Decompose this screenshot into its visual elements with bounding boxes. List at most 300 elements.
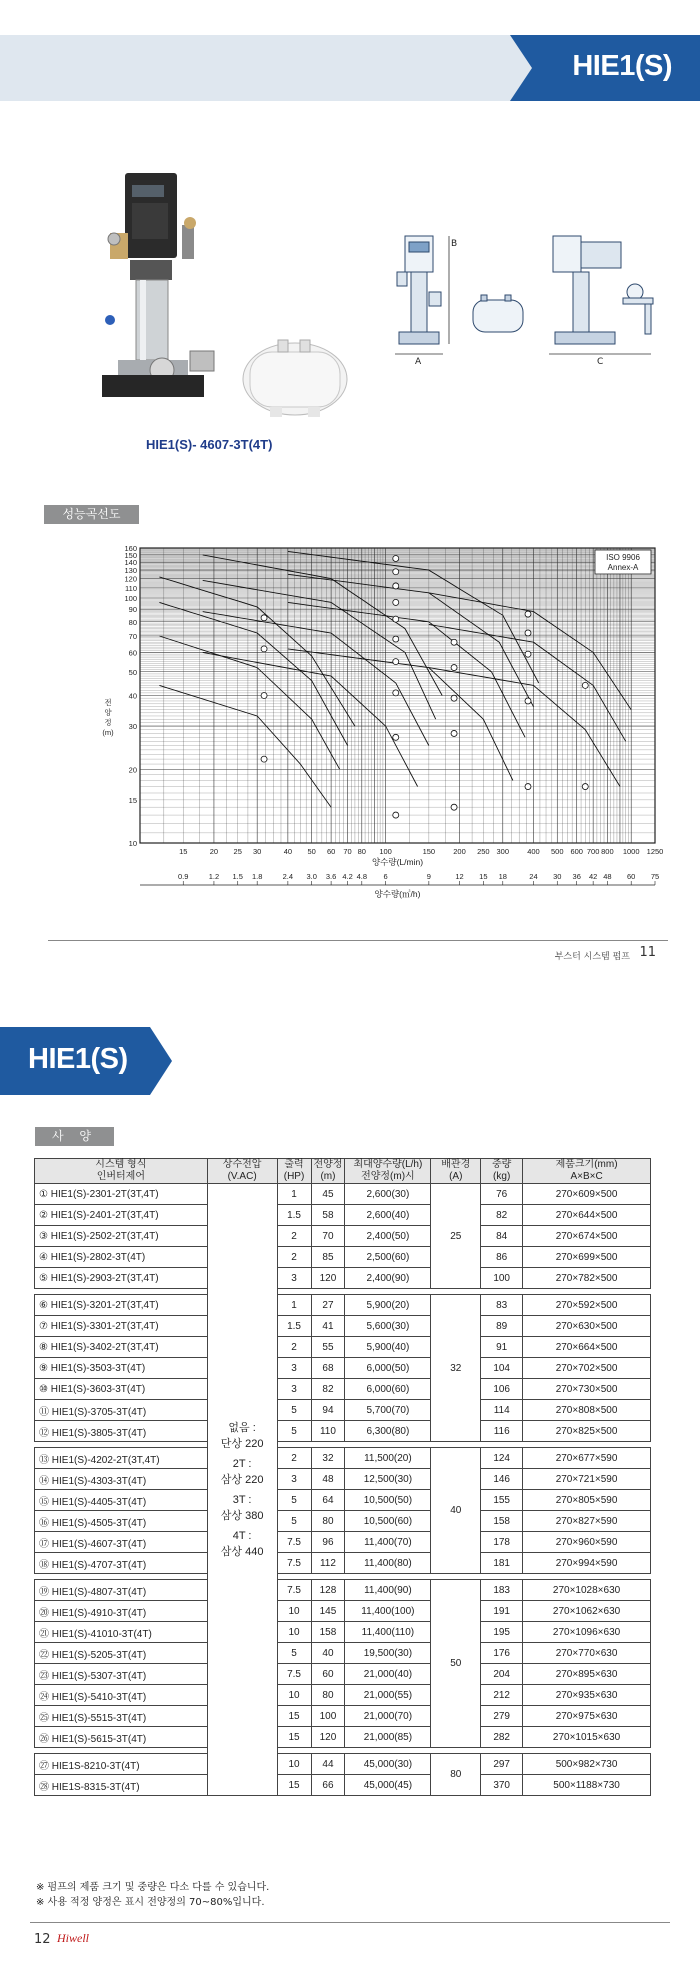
cell-model: ⑭ HIE1(S)-4303-3T(4T) bbox=[35, 1469, 208, 1490]
cell-head: 41 bbox=[311, 1316, 345, 1337]
cell-flow: 21,000(85) bbox=[345, 1727, 431, 1748]
cell-size: 270×1062×630 bbox=[523, 1601, 651, 1622]
table-row bbox=[35, 1448, 651, 1469]
table-row bbox=[35, 1706, 651, 1727]
cell-pipe: 25 bbox=[431, 1184, 481, 1289]
table-row bbox=[35, 1622, 651, 1643]
cell-pipe: 50 bbox=[431, 1580, 481, 1748]
curve-marker bbox=[451, 665, 457, 671]
cell-weight: 104 bbox=[481, 1358, 523, 1379]
cell-size: 270×630×500 bbox=[523, 1316, 651, 1337]
curve-marker bbox=[525, 651, 531, 657]
x2-tick-label: 9 bbox=[426, 872, 431, 881]
th-system: 시스템 형식 인버터제어 bbox=[35, 1159, 208, 1184]
cell-weight: 146 bbox=[481, 1469, 523, 1490]
cell-head: 58 bbox=[311, 1205, 345, 1226]
y-tick-label: 120 bbox=[124, 574, 137, 584]
x-tick-label: 200 bbox=[453, 847, 466, 856]
cell-power: 3 bbox=[277, 1379, 311, 1400]
cell-model: ⑪ HIE1(S)-3705-3T(4T) bbox=[35, 1400, 208, 1421]
cell-power: 3 bbox=[277, 1358, 311, 1379]
table-row bbox=[35, 1511, 651, 1532]
cell-power: 2 bbox=[277, 1247, 311, 1268]
cell-flow: 10,500(60) bbox=[345, 1511, 431, 1532]
voltage-line: 없음 : bbox=[228, 1421, 256, 1434]
cell-head: 48 bbox=[311, 1469, 345, 1490]
y-tick-label: 50 bbox=[128, 667, 137, 677]
x2-tick-label: 75 bbox=[650, 872, 660, 881]
cell-weight: 195 bbox=[481, 1622, 523, 1643]
cell-weight: 100 bbox=[481, 1268, 523, 1289]
chart-y-ticks bbox=[124, 544, 137, 848]
annotation-line: Annex-A bbox=[607, 563, 639, 572]
table-row bbox=[35, 1469, 651, 1490]
curve-marker bbox=[393, 569, 399, 575]
cell-size: 270×825×500 bbox=[523, 1421, 651, 1442]
cell-power: 7.5 bbox=[277, 1580, 311, 1601]
x2-tick-label: 2.4 bbox=[282, 872, 294, 881]
curve-marker bbox=[393, 555, 399, 561]
table-row bbox=[35, 1580, 651, 1601]
cell-power: 7.5 bbox=[277, 1553, 311, 1574]
y-tick-label: 20 bbox=[128, 765, 137, 775]
voltage-line: 단상 220 bbox=[220, 1437, 264, 1450]
cell-flow: 2,400(90) bbox=[345, 1268, 431, 1289]
cell-flow: 10,500(50) bbox=[345, 1490, 431, 1511]
table-row bbox=[35, 1775, 651, 1796]
cell-power: 1.5 bbox=[277, 1205, 311, 1226]
cell-flow: 2,600(30) bbox=[345, 1184, 431, 1205]
x2-tick-label: 6 bbox=[383, 872, 388, 881]
cell-flow: 6,000(50) bbox=[345, 1358, 431, 1379]
cell-model: ㉘ HIE1S-8315-3T(4T) bbox=[35, 1775, 208, 1796]
cell-pipe: 32 bbox=[431, 1295, 481, 1442]
cell-power: 15 bbox=[277, 1706, 311, 1727]
cell-flow: 5,600(30) bbox=[345, 1316, 431, 1337]
x-tick-label: 250 bbox=[477, 847, 490, 856]
cell-power: 5 bbox=[277, 1511, 311, 1532]
cell-head: 68 bbox=[311, 1358, 345, 1379]
x-tick-label: 30 bbox=[253, 847, 262, 856]
x-tick-label: 50 bbox=[307, 847, 316, 856]
x-tick-label: 25 bbox=[233, 847, 242, 856]
pump-photo bbox=[100, 165, 230, 415]
cell-flow: 45,000(45) bbox=[345, 1775, 431, 1796]
x-tick-label: 70 bbox=[343, 847, 352, 856]
curve-marker bbox=[393, 616, 399, 622]
x-tick-label: 40 bbox=[283, 847, 293, 856]
th-maxflow: 최대양수량(L/h) 전양정(m)시 bbox=[345, 1159, 431, 1184]
x2-tick-label: 4.2 bbox=[342, 872, 353, 881]
curve-marker bbox=[451, 804, 457, 810]
x2-tick-label: 3.6 bbox=[325, 872, 337, 881]
cell-weight: 178 bbox=[481, 1532, 523, 1553]
cell-head: 145 bbox=[311, 1601, 345, 1622]
cell-model: ㉓ HIE1(S)-5307-3T(4T) bbox=[35, 1664, 208, 1685]
cell-size: 270×609×500 bbox=[523, 1184, 651, 1205]
cell-flow: 12,500(30) bbox=[345, 1469, 431, 1490]
cell-weight: 83 bbox=[481, 1295, 523, 1316]
cell-size: 270×827×590 bbox=[523, 1511, 651, 1532]
th-head: 전양정 (m) bbox=[311, 1159, 345, 1184]
page11-page-number: 11 bbox=[639, 945, 656, 960]
x-tick-label: 300 bbox=[496, 847, 510, 856]
cell-head: 82 bbox=[311, 1379, 345, 1400]
cell-power: 7.5 bbox=[277, 1664, 311, 1685]
annotation-line: ISO 9906 bbox=[606, 553, 640, 562]
curve-marker bbox=[393, 812, 399, 818]
cell-head: 45 bbox=[311, 1184, 345, 1205]
dimension-drawing-side bbox=[545, 232, 665, 392]
cell-power: 5 bbox=[277, 1643, 311, 1664]
cell-flow: 11,400(70) bbox=[345, 1532, 431, 1553]
y-tick-label: 60 bbox=[128, 648, 137, 658]
table-row bbox=[35, 1226, 651, 1247]
th-voltage: 상수전압 (V.AC) bbox=[207, 1159, 277, 1184]
cell-size: 270×1028×630 bbox=[523, 1580, 651, 1601]
cell-model: ⑲ HIE1(S)-4807-3T(4T) bbox=[35, 1580, 208, 1601]
y-tick-label: 160 bbox=[124, 544, 137, 553]
cell-weight: 282 bbox=[481, 1727, 523, 1748]
cell-size: 270×975×630 bbox=[523, 1706, 651, 1727]
cell-size: 270×960×590 bbox=[523, 1532, 651, 1553]
page12-footer-line bbox=[30, 1922, 670, 1923]
table-row bbox=[35, 1247, 651, 1268]
cell-size: 270×805×590 bbox=[523, 1490, 651, 1511]
curve-marker bbox=[261, 693, 267, 699]
cell-model: ⑱ HIE1(S)-4707-3T(4T) bbox=[35, 1553, 208, 1574]
cell-model: ㉒ HIE1(S)-5205-3T(4T) bbox=[35, 1643, 208, 1664]
cell-power: 15 bbox=[277, 1727, 311, 1748]
cell-size: 270×782×500 bbox=[523, 1268, 651, 1289]
table-row bbox=[35, 1205, 651, 1226]
cell-size: 270×592×500 bbox=[523, 1295, 651, 1316]
cell-power: 10 bbox=[277, 1601, 311, 1622]
x2-tick-label: 3.0 bbox=[306, 872, 317, 881]
cell-model: ⑰ HIE1(S)-4607-3T(4T) bbox=[35, 1532, 208, 1553]
cell-weight: 191 bbox=[481, 1601, 523, 1622]
x2-tick-label: 36 bbox=[572, 872, 581, 881]
curve-marker bbox=[525, 611, 531, 617]
table-row bbox=[35, 1379, 651, 1400]
voltage-line: 2T : bbox=[232, 1457, 252, 1470]
cell-flow: 21,000(40) bbox=[345, 1664, 431, 1685]
table-row bbox=[35, 1532, 651, 1553]
cell-weight: 212 bbox=[481, 1685, 523, 1706]
curve-marker bbox=[393, 636, 399, 642]
cell-flow: 45,000(30) bbox=[345, 1754, 431, 1775]
cell-size: 270×664×500 bbox=[523, 1337, 651, 1358]
x-tick-label: 100 bbox=[379, 847, 392, 856]
cell-power: 2 bbox=[277, 1448, 311, 1469]
voltage-line: 3T : bbox=[232, 1493, 252, 1506]
curve-marker bbox=[525, 630, 531, 636]
cell-size: 270×730×500 bbox=[523, 1379, 651, 1400]
cell-flow: 2,500(60) bbox=[345, 1247, 431, 1268]
cell-power: 10 bbox=[277, 1685, 311, 1706]
x-tick-label: 500 bbox=[551, 847, 564, 856]
cell-head: 100 bbox=[311, 1706, 345, 1727]
cell-model: ⑮ HIE1(S)-4405-3T(4T) bbox=[35, 1490, 208, 1511]
cell-size: 270×674×500 bbox=[523, 1226, 651, 1247]
cell-flow: 19,500(30) bbox=[345, 1643, 431, 1664]
cell-weight: 91 bbox=[481, 1337, 523, 1358]
model-caption: HIE1(S)- 4607-3T(4T) bbox=[146, 437, 273, 452]
cell-head: 44 bbox=[311, 1754, 345, 1775]
cell-size: 270×994×590 bbox=[523, 1553, 651, 1574]
chart-x2-label: 양수량(㎥/h) bbox=[374, 889, 421, 899]
cell-weight: 204 bbox=[481, 1664, 523, 1685]
cell-weight: 84 bbox=[481, 1226, 523, 1247]
cell-weight: 158 bbox=[481, 1511, 523, 1532]
x-tick-label: 1000 bbox=[622, 847, 640, 856]
curve-marker bbox=[393, 599, 399, 605]
x2-tick-label: 1.2 bbox=[208, 872, 220, 881]
curve-marker bbox=[451, 639, 457, 645]
y-label-char: 양 bbox=[104, 708, 112, 717]
cell-weight: 176 bbox=[481, 1643, 523, 1664]
cell-head: 128 bbox=[311, 1580, 345, 1601]
cell-power: 1.5 bbox=[277, 1316, 311, 1337]
x-tick-label: 20 bbox=[209, 847, 219, 856]
curve-marker bbox=[582, 682, 588, 688]
cell-voltage bbox=[207, 1184, 277, 1796]
cell-power: 3 bbox=[277, 1469, 311, 1490]
cell-power: 10 bbox=[277, 1622, 311, 1643]
y-tick-label: 70 bbox=[128, 631, 137, 641]
cell-size: 270×721×590 bbox=[523, 1469, 651, 1490]
cell-weight: 370 bbox=[481, 1775, 523, 1796]
table-row bbox=[35, 1268, 651, 1289]
x2-tick-label: 24 bbox=[529, 872, 538, 881]
cell-head: 27 bbox=[311, 1295, 345, 1316]
cell-model: ⑦ HIE1(S)-3301-2T(3T,4T) bbox=[35, 1316, 208, 1337]
cell-weight: 155 bbox=[481, 1490, 523, 1511]
cell-head: 64 bbox=[311, 1490, 345, 1511]
cell-head: 80 bbox=[311, 1511, 345, 1532]
cell-model: ㉔ HIE1(S)-5410-3T(4T) bbox=[35, 1685, 208, 1706]
performance-curve-chart bbox=[100, 540, 670, 920]
table-row bbox=[35, 1685, 651, 1706]
chart-section-label: 성능곡선도 bbox=[44, 505, 139, 524]
cell-power: 10 bbox=[277, 1754, 311, 1775]
page11-title: HIE1(S) bbox=[572, 50, 672, 82]
voltage-line: 4T : bbox=[232, 1529, 252, 1542]
table-row bbox=[35, 1400, 651, 1421]
cell-power: 2 bbox=[277, 1226, 311, 1247]
table-row bbox=[35, 1421, 651, 1442]
cell-model: ⑧ HIE1(S)-3402-2T(3T,4T) bbox=[35, 1337, 208, 1358]
cell-model: ⑩ HIE1(S)-3603-3T(4T) bbox=[35, 1379, 208, 1400]
th-size: 제품크기(mm) A×B×C bbox=[523, 1159, 651, 1184]
cell-power: 5 bbox=[277, 1400, 311, 1421]
x-tick-label: 700 bbox=[586, 847, 600, 856]
cell-model: ① HIE1(S)-2301-2T(3T,4T) bbox=[35, 1184, 208, 1205]
x-tick-label: 60 bbox=[326, 847, 336, 856]
cell-model: ⑬ HIE1(S)-4202-2T(3T,4T) bbox=[35, 1448, 208, 1469]
curve-marker bbox=[393, 583, 399, 589]
cell-weight: 279 bbox=[481, 1706, 523, 1727]
x-tick-label: 600 bbox=[570, 847, 583, 856]
cell-model: ㉑ HIE1(S)-41010-3T(4T) bbox=[35, 1622, 208, 1643]
notes bbox=[36, 1880, 269, 1910]
cell-model: ⑤ HIE1(S)-2903-2T(3T,4T) bbox=[35, 1268, 208, 1289]
curve-marker bbox=[393, 659, 399, 665]
voltage-line: 삼상 380 bbox=[220, 1509, 264, 1522]
cell-size: 270×1096×630 bbox=[523, 1622, 651, 1643]
voltage-line: 삼상 220 bbox=[220, 1473, 264, 1486]
curve-marker bbox=[525, 698, 531, 704]
x2-tick-label: 12 bbox=[455, 872, 464, 881]
y-tick-label: 150 bbox=[124, 550, 137, 560]
cell-size: 270×935×630 bbox=[523, 1685, 651, 1706]
table-row bbox=[35, 1316, 651, 1337]
cell-head: 85 bbox=[311, 1247, 345, 1268]
dim-label-a: A bbox=[415, 357, 422, 367]
x2-tick-label: 42 bbox=[588, 872, 598, 881]
cell-power: 15 bbox=[277, 1775, 311, 1796]
cell-power: 5 bbox=[277, 1421, 311, 1442]
x2-tick-label: 18 bbox=[498, 872, 507, 881]
x2-tick-label: 30 bbox=[553, 872, 562, 881]
cell-head: 80 bbox=[311, 1685, 345, 1706]
curve-marker bbox=[261, 615, 267, 621]
chart-x-ticks bbox=[179, 847, 663, 856]
table-row bbox=[35, 1295, 651, 1316]
cell-flow: 2,400(50) bbox=[345, 1226, 431, 1247]
table-row bbox=[35, 1664, 651, 1685]
table-row bbox=[35, 1553, 651, 1574]
cell-flow: 5,900(20) bbox=[345, 1295, 431, 1316]
cell-pipe: 80 bbox=[431, 1754, 481, 1796]
y-label-char: (m) bbox=[102, 728, 114, 737]
curve-marker bbox=[582, 784, 588, 790]
cell-flow: 5,900(40) bbox=[345, 1337, 431, 1358]
x-tick-label: 150 bbox=[422, 847, 436, 856]
table-row bbox=[35, 1601, 651, 1622]
curve-marker bbox=[525, 784, 531, 790]
chart-annotation-box bbox=[595, 550, 651, 574]
cell-size: 270×770×630 bbox=[523, 1643, 651, 1664]
table-row bbox=[35, 1337, 651, 1358]
cell-size: 270×895×630 bbox=[523, 1664, 651, 1685]
cell-power: 1 bbox=[277, 1184, 311, 1205]
page11-footer-text: 부스터 시스템 펌프 bbox=[554, 952, 630, 962]
cell-power: 7.5 bbox=[277, 1532, 311, 1553]
cell-model: ⑨ HIE1(S)-3503-3T(4T) bbox=[35, 1358, 208, 1379]
y-tick-label: 130 bbox=[124, 566, 137, 576]
x-tick-label: 800 bbox=[601, 847, 614, 856]
table-row bbox=[35, 1727, 651, 1748]
cell-size: 270×808×500 bbox=[523, 1400, 651, 1421]
cell-head: 112 bbox=[311, 1553, 345, 1574]
x-tick-label: 1250 bbox=[646, 847, 664, 856]
cell-size: 270×677×590 bbox=[523, 1448, 651, 1469]
table-row bbox=[35, 1643, 651, 1664]
cell-head: 70 bbox=[311, 1226, 345, 1247]
x2-tick-label: 15 bbox=[479, 872, 488, 881]
cell-pipe: 40 bbox=[431, 1448, 481, 1574]
cell-flow: 11,500(20) bbox=[345, 1448, 431, 1469]
cell-head: 32 bbox=[311, 1448, 345, 1469]
y-tick-label: 40 bbox=[128, 691, 137, 701]
curve-marker bbox=[451, 730, 457, 736]
spec-table bbox=[34, 1158, 651, 1796]
cell-head: 94 bbox=[311, 1400, 345, 1421]
chart-x2-ticks bbox=[140, 872, 659, 885]
cell-head: 110 bbox=[311, 1421, 345, 1442]
dim-label-b: B bbox=[451, 239, 458, 249]
cell-head: 66 bbox=[311, 1775, 345, 1796]
y-tick-label: 100 bbox=[124, 594, 137, 604]
cell-head: 120 bbox=[311, 1268, 345, 1289]
y-tick-label: 10 bbox=[128, 839, 137, 848]
y-tick-label: 140 bbox=[124, 558, 137, 568]
cell-power: 1 bbox=[277, 1295, 311, 1316]
x2-tick-label: 0.9 bbox=[178, 872, 189, 881]
cell-model: ⑥ HIE1(S)-3201-2T(3T,4T) bbox=[35, 1295, 208, 1316]
y-tick-label: 90 bbox=[128, 605, 137, 615]
cell-model: ② HIE1(S)-2401-2T(3T,4T) bbox=[35, 1205, 208, 1226]
cell-head: 40 bbox=[311, 1643, 345, 1664]
cell-weight: 89 bbox=[481, 1316, 523, 1337]
cell-power: 5 bbox=[277, 1490, 311, 1511]
x-tick-label: 15 bbox=[179, 847, 188, 856]
cell-model: ㉖ HIE1(S)-5615-3T(4T) bbox=[35, 1727, 208, 1748]
x-tick-label: 80 bbox=[357, 847, 366, 856]
cell-weight: 76 bbox=[481, 1184, 523, 1205]
cell-flow: 5,700(70) bbox=[345, 1400, 431, 1421]
th-power: 출력 (HP) bbox=[277, 1159, 311, 1184]
page11-footer-line bbox=[48, 940, 668, 941]
brand-logo: Hiwell bbox=[57, 1931, 89, 1945]
cell-size: 270×702×500 bbox=[523, 1358, 651, 1379]
y-tick-label: 15 bbox=[128, 795, 137, 805]
cell-weight: 114 bbox=[481, 1400, 523, 1421]
cell-flow: 11,400(100) bbox=[345, 1601, 431, 1622]
cell-weight: 183 bbox=[481, 1580, 523, 1601]
chart-x-label: 양수량(L/min) bbox=[371, 857, 424, 867]
page12-title: HIE1(S) bbox=[28, 1043, 128, 1075]
page12-header-band bbox=[150, 1027, 700, 1095]
cell-head: 120 bbox=[311, 1727, 345, 1748]
cell-size: 500×1188×730 bbox=[523, 1775, 651, 1796]
cell-power: 3 bbox=[277, 1268, 311, 1289]
cell-flow: 21,000(55) bbox=[345, 1685, 431, 1706]
table-row bbox=[35, 1184, 651, 1205]
cell-head: 55 bbox=[311, 1337, 345, 1358]
cell-flow: 11,400(90) bbox=[345, 1580, 431, 1601]
curve-marker bbox=[451, 695, 457, 701]
cell-model: ⑫ HIE1(S)-3805-3T(4T) bbox=[35, 1421, 208, 1442]
y-label-char: 전 bbox=[104, 698, 112, 707]
cell-size: 500×982×730 bbox=[523, 1754, 651, 1775]
dim-label-c: C bbox=[597, 357, 604, 367]
y-tick-label: 30 bbox=[128, 722, 137, 732]
table-row bbox=[35, 1358, 651, 1379]
x2-tick-label: 48 bbox=[603, 872, 612, 881]
cell-model: ⑯ HIE1(S)-4505-3T(4T) bbox=[35, 1511, 208, 1532]
cell-model: ③ HIE1(S)-2502-2T(3T,4T) bbox=[35, 1226, 208, 1247]
cell-size: 270×1015×630 bbox=[523, 1727, 651, 1748]
cell-weight: 124 bbox=[481, 1448, 523, 1469]
cell-head: 96 bbox=[311, 1532, 345, 1553]
cell-flow: 11,400(80) bbox=[345, 1553, 431, 1574]
cell-weight: 297 bbox=[481, 1754, 523, 1775]
curve-marker bbox=[393, 734, 399, 740]
curve-marker bbox=[261, 646, 267, 652]
cell-size: 270×644×500 bbox=[523, 1205, 651, 1226]
